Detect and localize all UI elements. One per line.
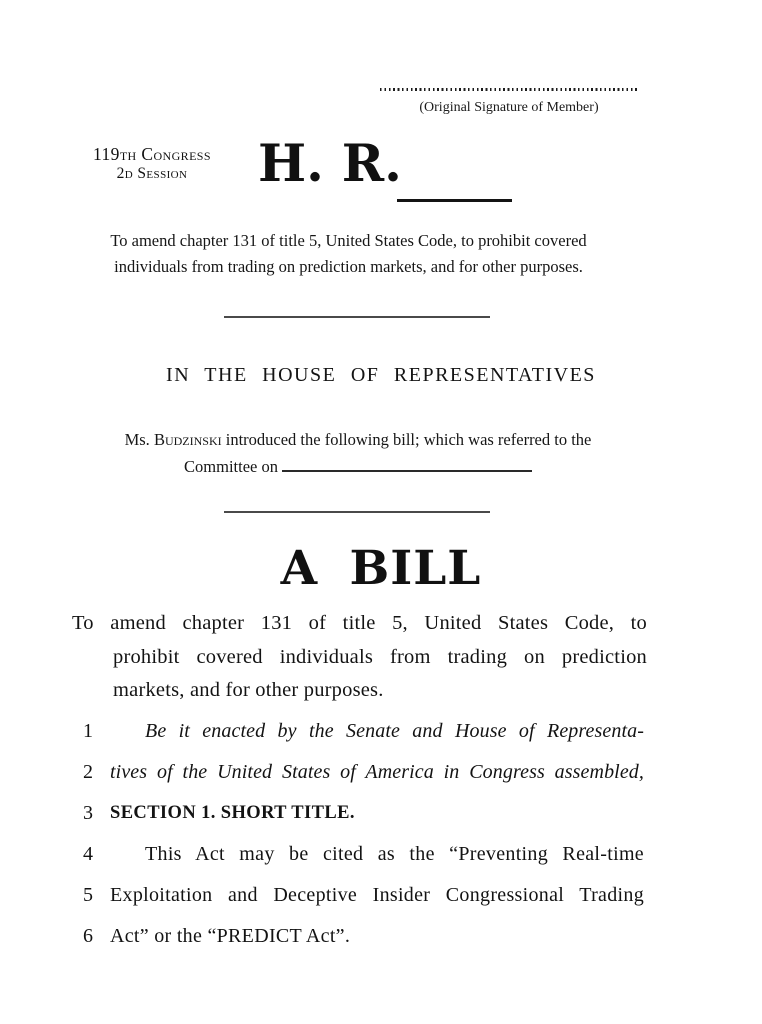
bill-line (70, 880, 644, 910)
bill-line (70, 921, 644, 951)
line-text: Exploitation and Deceptive Insider Congressional Trading (110, 884, 644, 906)
committee-label: Committee on (184, 457, 278, 476)
line-text: tives of the United States of America in Congress assembled, (110, 761, 644, 783)
session-number: 2d Session (116, 164, 188, 182)
signature-dotted-line (380, 88, 638, 91)
sponsor-prefix: Ms. (124, 430, 150, 449)
bill-body (70, 716, 644, 962)
line-text: SECTION 1. SHORT TITLE. (110, 803, 355, 823)
congress-number: 119th Congress (93, 144, 211, 164)
congress-session-header (66, 144, 238, 183)
long-title (72, 607, 647, 708)
bill-line (70, 716, 644, 746)
line-number: 1 (83, 720, 93, 742)
line-text: Be it enacted by the Senate and House of Representa- (145, 720, 644, 742)
signature-caption: (Original Signature of Member) (419, 99, 599, 115)
chamber-heading: IN THE HOUSE OF REPRESENTATIVES (166, 364, 596, 386)
long-title-line: markets, and for other purposes. (113, 679, 384, 701)
bill-line (70, 839, 644, 869)
referral-line-1 (73, 426, 643, 453)
sponsor-name: Budzinski (153, 430, 222, 449)
referral-action-text: introduced the following bill; which was referred to the (225, 430, 592, 449)
line-number: 5 (83, 884, 93, 906)
long-title-line: prohibit covered individuals from trading on prediction (113, 645, 647, 668)
bill-line (70, 757, 644, 787)
line-number: 6 (83, 925, 93, 947)
bill-line (70, 798, 644, 828)
line-text: This Act may be cited as the “Preventing Real-time (145, 843, 644, 865)
referral-line-2 (73, 453, 643, 480)
line-number: 3 (83, 802, 93, 824)
long-title-line: To amend chapter 131 of title 5, United States Code, to (72, 612, 647, 634)
line-number: 2 (83, 761, 93, 783)
line-number: 4 (83, 843, 93, 865)
committee-blank-line (282, 458, 532, 472)
bill-number-blank-line (397, 177, 512, 202)
referral-statement (73, 426, 643, 480)
bill-number: H. R. (258, 134, 402, 194)
signature-block (380, 88, 638, 116)
line-text: Act” or the “PREDICT Act”. (110, 925, 351, 947)
bill-heading: A BILL (280, 541, 482, 596)
official-title-preamble: To amend chapter 131 of title 5, United States Code, to prohibit covered individuals from trading on prediction markets, and for other purposes. (110, 231, 587, 276)
divider-rule-bottom (224, 511, 490, 513)
divider-rule-top (224, 316, 490, 318)
